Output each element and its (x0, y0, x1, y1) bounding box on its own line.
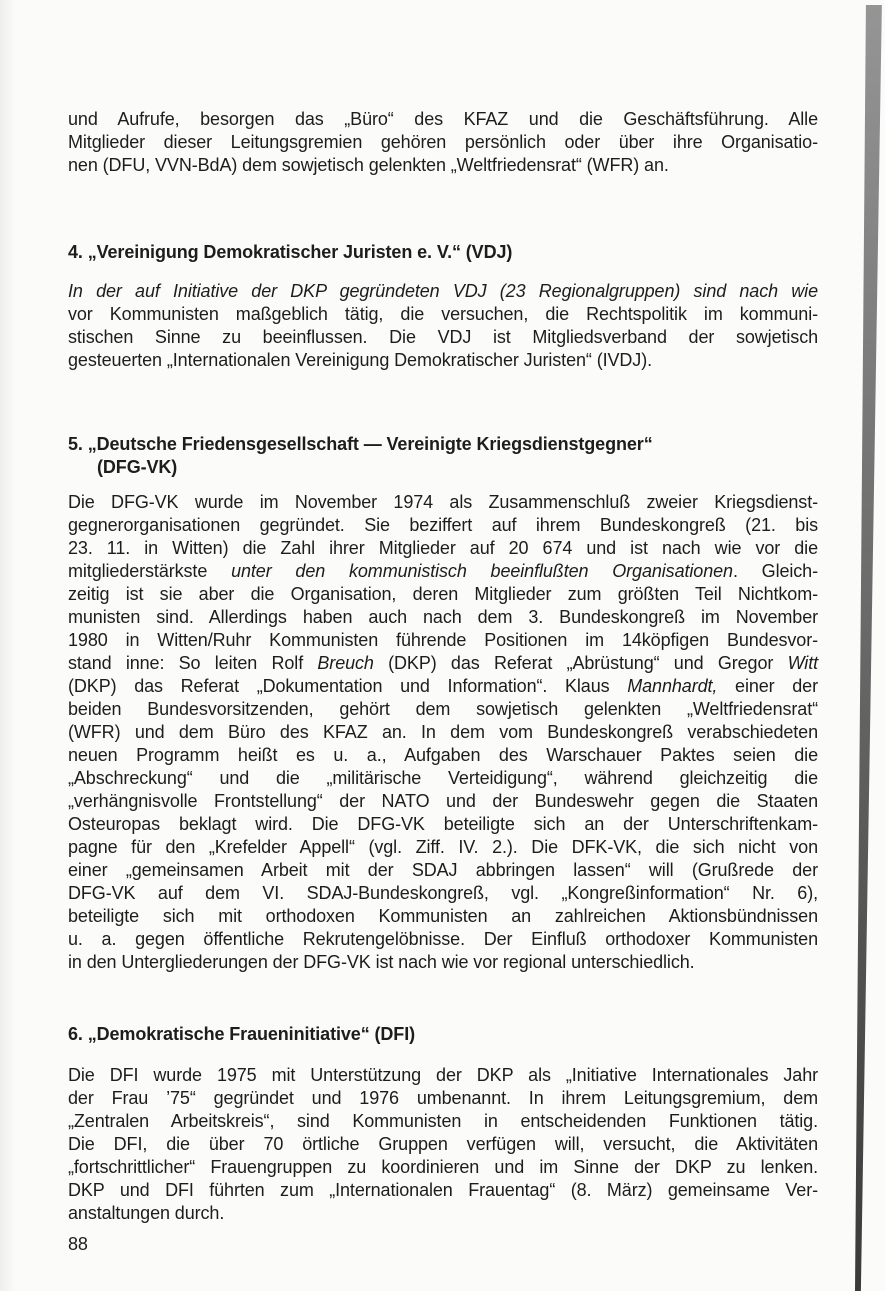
text-line (68, 154, 818, 177)
text-line (68, 652, 818, 675)
page-number: 88 (68, 1234, 88, 1254)
text-segment: Die DFI wurde 1975 mit Unterstützung der DKP als „Initiative Internationales Jahr (68, 1065, 818, 1085)
text-line (68, 606, 818, 629)
left-scan-shadow (0, 0, 16, 1291)
text-segment: . Gleich- (732, 561, 818, 581)
text-line (68, 1064, 818, 1087)
emphasized-text: In der auf Initiative der DKP gegründeten VDJ (23 Regionalgruppen) sind nach wie (68, 281, 818, 301)
text-segment: „verhängnisvolle Frontstellung“ der NATO und der Bundeswehr gegen die Staaten (68, 791, 818, 811)
text-segment: stischen Sinne zu beeinflussen. Die VDJ ist Mitgliedsverband der sowjetisch (68, 327, 818, 347)
text-line (68, 1202, 818, 1225)
text-line (68, 928, 818, 951)
text-column (68, 108, 818, 1256)
text-segment: Die DFG-VK wurde im November 1974 als Zusammenschluß zweier Kriegsdienst- (68, 492, 818, 512)
text-segment: u. a. gegen öffentliche Rekrutengelöbnisse. Der Einfluß orthodoxer Kommunisten (68, 929, 818, 949)
text-segment: vor Kommunisten maßgeblich tätig, die versuchen, die Rechtspolitik im kommuni- (68, 304, 818, 324)
text-line (68, 1156, 818, 1179)
text-segment: nen (DFU, VVN-BdA) dem sowjetisch gelenkten „Weltfriedensrat“ (WFR) an. (68, 155, 669, 175)
text-line (68, 537, 818, 560)
text-line (68, 280, 818, 303)
text-line (68, 1087, 818, 1110)
text-segment: zeitig ist sie aber die Organisation, deren Mitglieder zum größten Teil Nichtkom- (68, 584, 818, 604)
text-segment: einer der (717, 676, 818, 696)
book-spine-shadow (855, 5, 883, 1291)
text-segment: „Zentralen Arbeitskreis“, sind Kommunisten in entscheidenden Funktionen tätig. (68, 1111, 818, 1131)
text-segment: mitgliederstärkste (68, 561, 232, 581)
text-segment: Die DFI, die über 70 örtliche Gruppen verfügen will, versucht, die Aktivitäten (68, 1134, 818, 1154)
text-line (68, 882, 818, 905)
text-line (68, 131, 818, 154)
text-segment: einer „gemeinsamen Arbeit mit der SDAJ abbringen lassen“ will (Grußrede der (68, 860, 818, 880)
text-segment: in den Untergliederungen der DFG-VK ist nach wie vor regional unterschiedlich. (68, 952, 695, 972)
text-line (68, 836, 818, 859)
text-line (68, 859, 818, 882)
paragraph (68, 1064, 818, 1225)
text-segment: 6. „Demokratische Fraueninitiative“ (DFI) (68, 1024, 415, 1044)
text-line (68, 905, 818, 928)
text-segment: und Aufrufe, besorgen das „Büro“ des KFAZ und die Geschäftsführung. Alle (68, 109, 818, 129)
text-segment: anstaltungen durch. (68, 1203, 225, 1223)
text-segment: stand inne: So leiten Rolf (68, 653, 318, 673)
text-line (68, 790, 818, 813)
text-segment: (DFG-VK) (97, 457, 178, 477)
emphasized-text: Breuch (317, 653, 374, 673)
text-line (68, 326, 818, 349)
text-segment: Mitglieder dieser Leitungsgremien gehören persönlich oder über ihre Organisatio- (68, 132, 818, 152)
text-segment: 5. „Deutsche Friedensgesellschaft — Vereinigte Kriegsdienstgegner“ (68, 434, 653, 454)
emphasized-text: Witt (787, 653, 818, 673)
text-segment: gegnerorganisationen gegründet. Sie beziffert auf ihrem Bundeskongreß (21. bis (68, 515, 818, 535)
text-line (68, 349, 818, 372)
text-line (68, 433, 818, 456)
emphasized-text: Mannhardt, (627, 676, 718, 696)
text-segment: pagne für den „Krefelder Appell“ (vgl. Ziff. IV. 2.). Die DFK-VK, die sich nicht von (68, 837, 818, 857)
section-heading (68, 1023, 818, 1046)
paragraph (68, 108, 818, 177)
text-line (68, 698, 818, 721)
text-segment: 23. 11. in Witten) die Zahl ihrer Mitglieder auf 20 674 und ist nach wie vor die (68, 538, 818, 558)
section-heading (68, 433, 818, 479)
text-line (68, 303, 818, 326)
text-segment: munisten sind. Allerdings haben auch nach dem 3. Bundeskongreß im November (68, 607, 818, 627)
text-line (68, 241, 818, 264)
text-segment: DFG-VK auf dem VI. SDAJ-Bundeskongreß, vgl. „Kongreßinformation“ Nr. 6), (68, 883, 818, 903)
text-line (68, 456, 818, 479)
text-line (68, 721, 818, 744)
text-line (68, 951, 818, 974)
text-line (68, 1110, 818, 1133)
text-segment: „Abschreckung“ und die „militärische Verteidigung“, während gleichzeitig die (68, 768, 818, 788)
text-segment: DKP und DFI führten zum „Internationalen Frauentag“ (8. März) gemeinsame Ver- (68, 1180, 818, 1200)
text-line (68, 514, 818, 537)
text-line (68, 1133, 818, 1156)
paragraph (68, 491, 818, 974)
text-segment: beteiligte sich mit orthodoxen Kommunisten an zahlreichen Aktionsbündnissen (68, 906, 818, 926)
text-line (68, 813, 818, 836)
text-segment: Osteuropas beklagt wird. Die DFG-VK beteiligte sich an der Unterschriftenkam- (68, 814, 818, 834)
text-segment: beiden Bundesvorsitzenden, gehört dem sowjetisch gelenkten „Weltfriedensrat“ (68, 699, 818, 719)
text-segment: gesteuerten „Internationalen Vereinigung Demokratischer Juristen“ (IVDJ). (68, 350, 652, 370)
text-segment: neuen Programm heißt es u. a., Aufgaben des Warschauer Paktes seien die (68, 745, 818, 765)
text-line (68, 583, 818, 606)
section-heading (68, 241, 818, 264)
text-line (68, 1023, 818, 1046)
text-segment: der Frau ’75“ gegründet und 1976 umbenannt. In ihrem Leitungsgremium, dem (68, 1088, 818, 1108)
text-segment: (DKP) das Referat „Dokumentation und Information“. Klaus (68, 676, 628, 696)
text-line (68, 560, 818, 583)
text-line (68, 744, 818, 767)
paragraph (68, 280, 818, 372)
text-line (68, 491, 818, 514)
text-line (68, 629, 818, 652)
text-line (68, 767, 818, 790)
text-segment: „fortschrittlicher“ Frauengruppen zu koordinieren und im Sinne der DKP zu lenken. (68, 1157, 818, 1177)
text-segment: 4. „Vereinigung Demokratischer Juristen e. V.“ (VDJ) (68, 242, 513, 262)
text-segment: (DKP) das Referat „Abrüstung“ und Gregor (373, 653, 788, 673)
text-line (68, 675, 818, 698)
text-line (68, 108, 818, 131)
text-segment: 1980 in Witten/Ruhr Kommunisten führende Positionen im 14köpfigen Bundesvor- (68, 630, 818, 650)
text-segment: (WFR) und dem Büro des KFAZ an. In dem vom Bundeskongreß verabschiedeten (68, 722, 818, 742)
text-line (68, 1179, 818, 1202)
emphasized-text: unter den kommunistisch beeinflußten Organisationen (231, 561, 733, 581)
